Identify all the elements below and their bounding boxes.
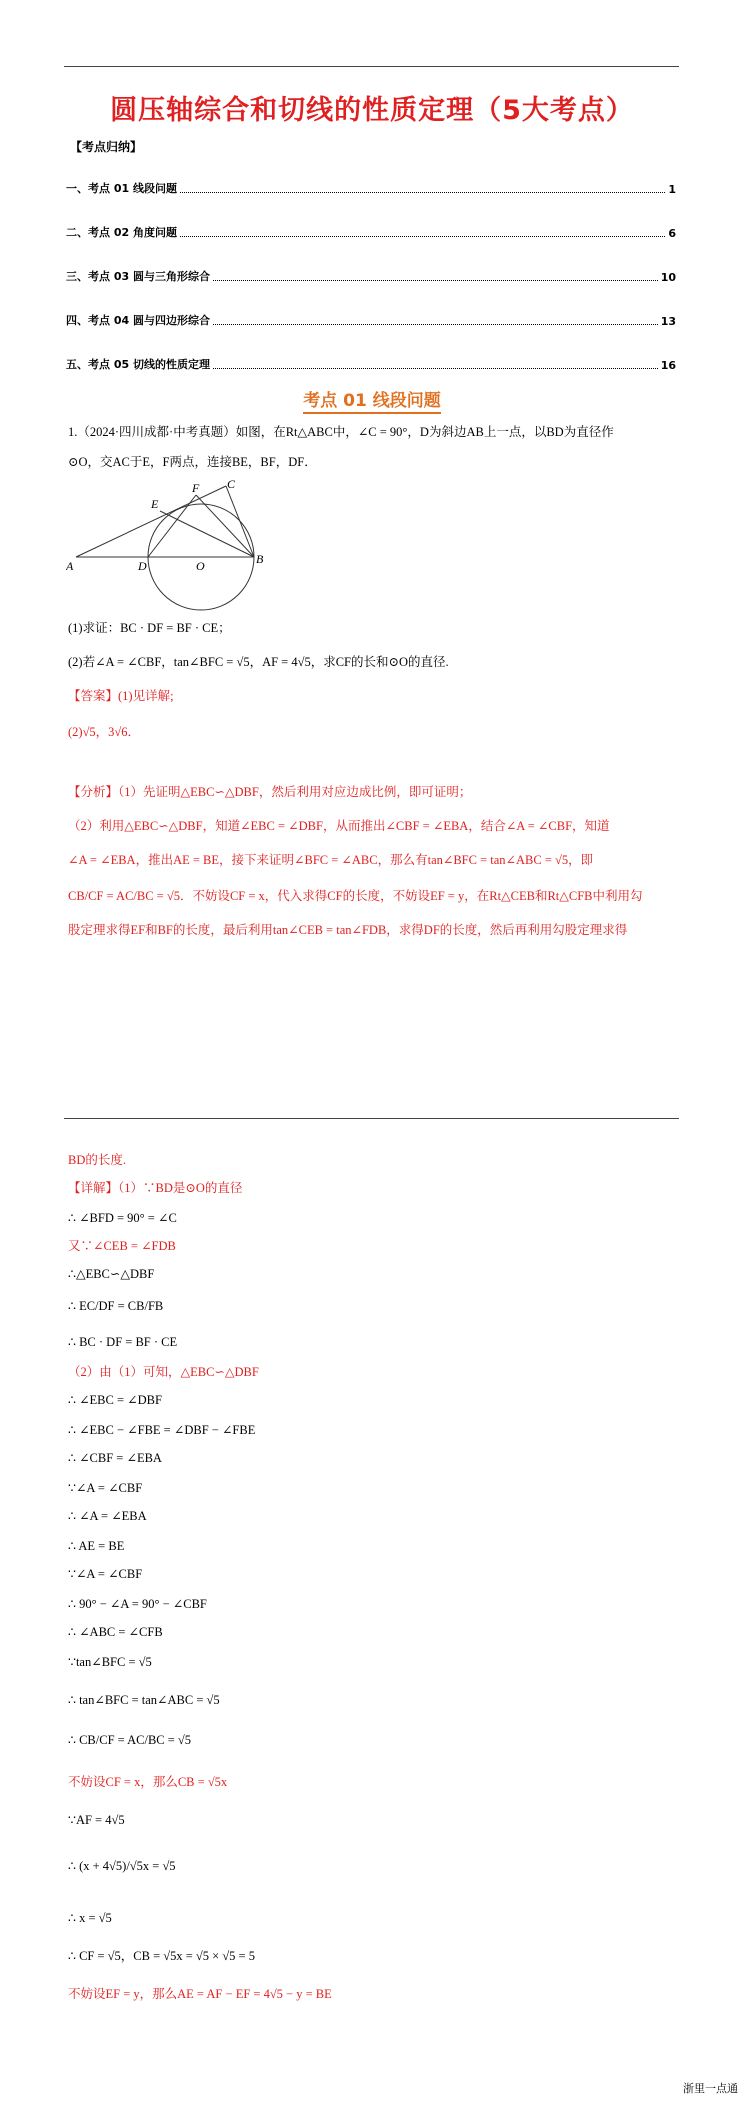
detail-line-12: ∴ ∠A = ∠EBA [68,1509,147,1523]
detail-line-22: ∴ (x + 4√5)/√5x = √5 [68,1859,176,1873]
analysis-line-1: 【分析】（1）先证明△EBC∽△DBF，然后利用对应边成比例，即可证明； [68,785,472,799]
label-a: A [66,559,74,573]
question-1: (1)求证：BC · DF = BF · CE； [68,621,231,635]
detail-line-4: ∴△EBC∽△DBF [68,1267,155,1281]
toc-label: 一、考点 01 线段问题 [66,182,177,195]
top-rule [64,66,679,67]
detail-line-23: ∴ x = √5 [68,1911,112,1925]
toc-page: 1 [668,183,676,196]
detail-line-5: ∴ EC/DF = CB/FB [68,1299,164,1313]
analysis-continued: BD的长度. [68,1153,126,1167]
segment-be [160,511,254,557]
answer-line-2: (2)√5，3√6． [68,725,141,739]
toc-page: 6 [668,227,676,240]
toc-item-3[interactable] [66,268,676,284]
section-title: 考点 01 线段问题 [0,386,744,411]
detail-line-8: ∴ ∠EBC = ∠DBF [68,1393,162,1407]
segment-cb [226,486,254,557]
footer-watermark: 浙里一点通 [683,2082,738,2095]
detail-line-24: ∴ CF = √5，CB = √5x = √5 × √5 = 5 [68,1949,255,1963]
toc-item-4[interactable] [66,312,676,328]
detail-line-19: ∴ CB/CF = AC/BC = √5 [68,1733,192,1747]
detail-line-9: ∴ ∠EBC − ∠FBE = ∠DBF − ∠FBE [68,1423,256,1437]
page-break-rule [64,1118,679,1119]
toc-label: 四、考点 04 圆与四边形综合 [66,314,210,327]
label-d: D [138,559,147,573]
label-f: F [192,481,200,495]
toc-label: 二、考点 02 角度问题 [66,226,177,239]
analysis-line-2: （2）利用△EBC∽△DBF，知道∠EBC = ∠DBF，从而推出∠CBF = ∠EBA，结合∠A = ∠CBF，知道 [68,819,610,833]
problem-line-2: ⊙O，交AC于E，F两点，连接BE，BF，DF． [68,455,317,469]
answer-label: 【答案】(1)见详解; [68,689,174,703]
detail-line-2: ∴ ∠BFD = 90° = ∠C [68,1211,177,1225]
detail-line-3: 又∵∠CEB = ∠FDB [68,1239,176,1253]
question-2: (2)若∠A = ∠CBF，tan∠BFC = √5，AF = 4√5，求CF的长和⊙O的直径. [68,655,449,669]
toc-item-2[interactable] [66,224,676,240]
detail-line-15: ∴ 90° − ∠A = 90° − ∠CBF [68,1597,207,1611]
detail-line-16: ∴ ∠ABC = ∠CFB [68,1625,163,1639]
problem-line-1: 1.（2024·四川成都·中考真题）如图，在Rt△ABC中，∠C = 90°，D为斜边AB上一点，以BD为直径作 [68,425,614,439]
analysis-line-4: CB/CF = AC/BC = √5．不妨设CF = x，代入求得CF的长度，不妨设EF = y，在Rt△CEB和Rt△CFB中利用勾 [68,889,643,903]
toc-label: 三、考点 03 圆与三角形综合 [66,270,210,283]
page-title: 圆压轴综合和切线的性质定理（5大考点） [110,95,634,126]
toc-item-5[interactable] [66,356,676,372]
toc-heading: 【考点归纳】 [70,140,143,154]
detail-line-13: ∴ AE = BE [68,1539,125,1553]
analysis-line-3: ∠A = ∠EBA，推出AE = BE，接下来证明∠BFC = ∠ABC，那么有tan∠BFC = tan∠ABC = √5，即 [68,853,594,867]
detail-line-1: 【详解】（1）∵BD是⊙O的直径 [68,1181,243,1195]
toc-page: 16 [660,359,676,372]
detail-line-7: （2）由（1）可知，△EBC∽△DBF [68,1365,259,1379]
detail-line-11: ∵∠A = ∠CBF [68,1481,143,1495]
toc-label: 五、考点 05 切线的性质定理 [66,358,210,371]
detail-line-18: ∴ tan∠BFC = tan∠ABC = √5 [68,1693,220,1707]
label-o: O [196,559,205,573]
segment-bf [196,495,254,557]
analysis-line-5: 股定理求得EF和BF的长度，最后利用tan∠CEB = tan∠FDB，求得DF的长度，然后再利用勾股定理求得 [68,923,628,937]
detail-line-6: ∴ BC · DF = BF · CE [68,1335,178,1349]
label-b: B [256,552,264,566]
detail-line-17: ∵tan∠BFC = √5 [68,1655,152,1669]
toc-page: 13 [660,315,676,328]
geometry-figure [66,478,276,614]
toc-item-1[interactable] [66,180,676,196]
detail-line-21: ∵AF = 4√5 [68,1813,125,1827]
detail-line-10: ∴ ∠CBF = ∠EBA [68,1451,162,1465]
toc-page: 10 [660,271,676,284]
label-e: E [151,497,159,511]
detail-line-20: 不妨设CF = x，那么CB = √5x [68,1775,228,1789]
detail-line-14: ∵∠A = ∠CBF [68,1567,143,1581]
detail-line-25: 不妨设EF = y，那么AE = AF − EF = 4√5 − y = BE [68,1987,332,2001]
label-c: C [227,478,236,491]
